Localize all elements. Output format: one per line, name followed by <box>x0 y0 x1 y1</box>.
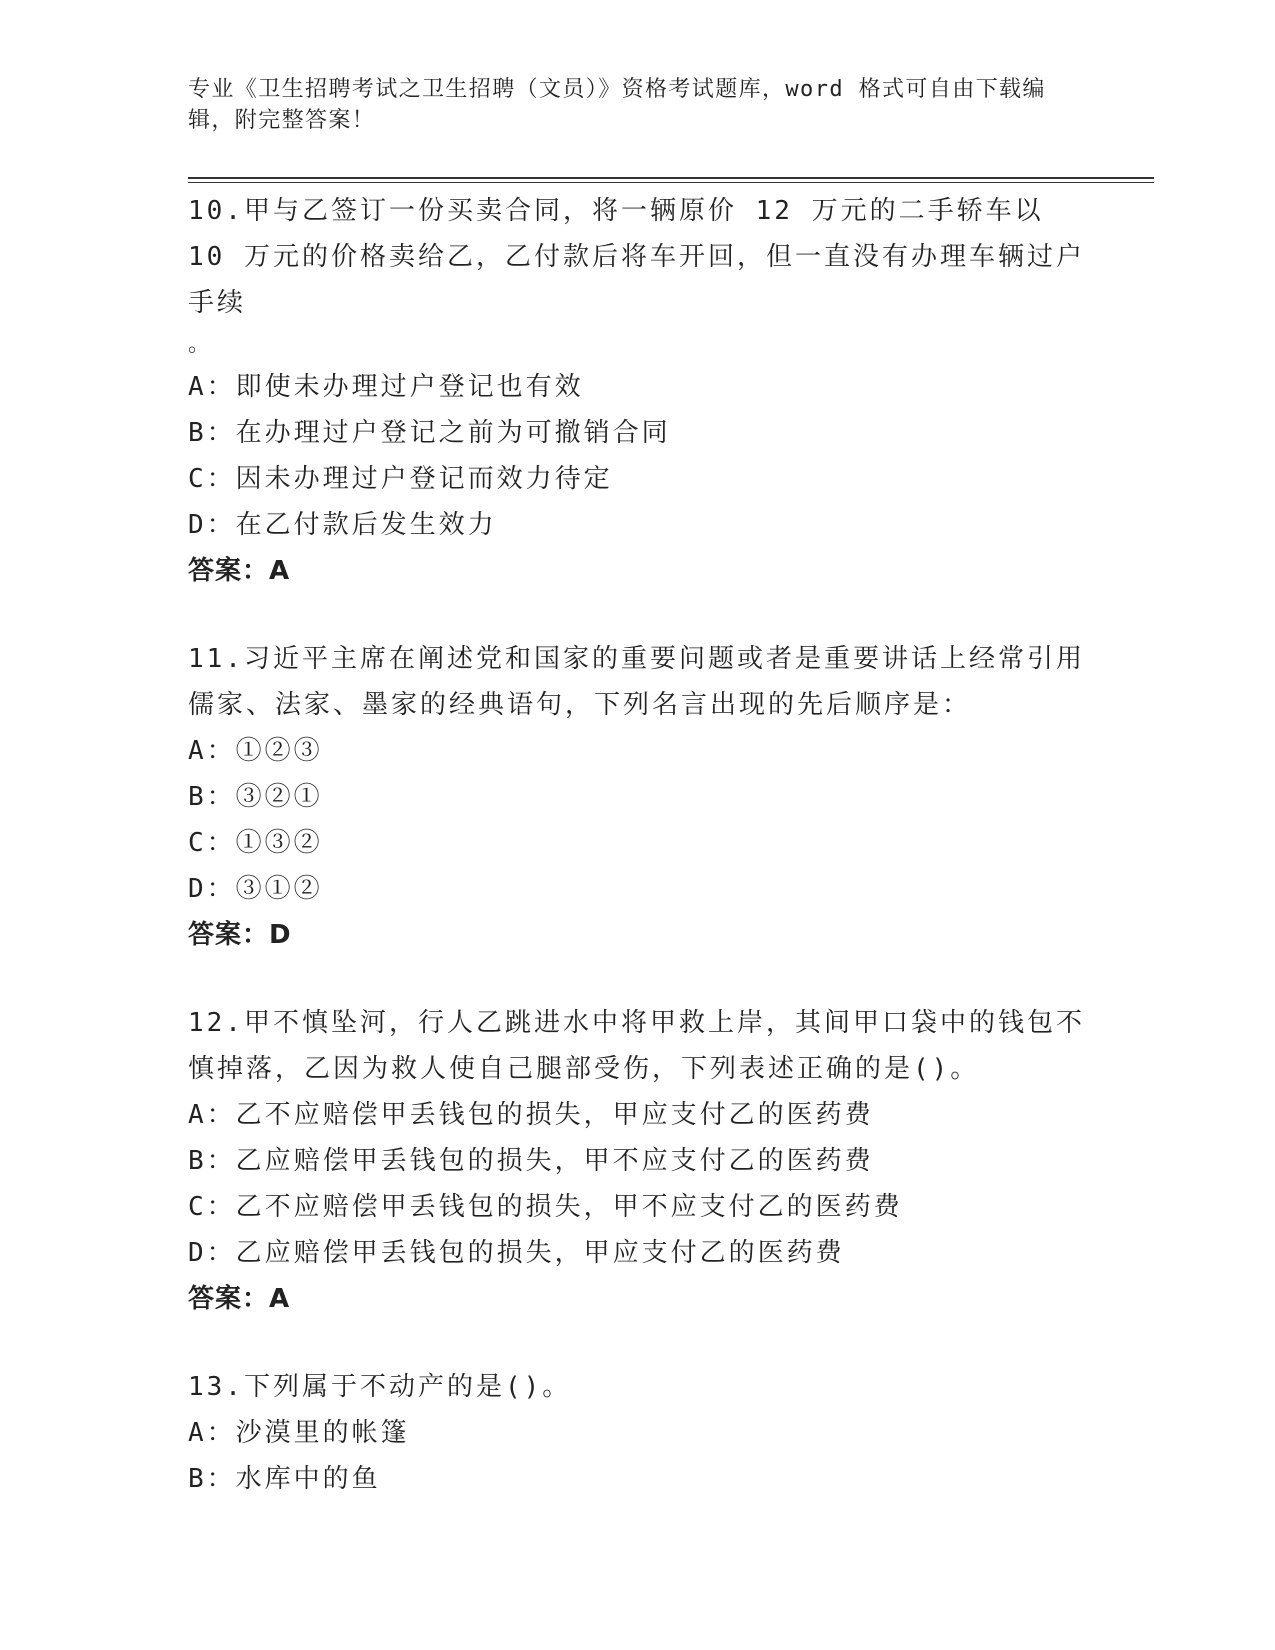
option-a: A：①②③ <box>188 736 323 766</box>
option-d: D：③①② <box>188 874 323 904</box>
question-stem <box>188 188 1088 364</box>
option-a: A：即使未办理过户登记也有效 <box>188 372 584 402</box>
question-11 <box>188 636 1088 958</box>
option-c: C：①③② <box>188 828 323 858</box>
answer-line: 答案：D <box>188 920 292 950</box>
question-list <box>188 188 1088 1544</box>
option-b: B：③②① <box>188 782 323 812</box>
answer-line: 答案：A <box>188 1284 291 1314</box>
option-b: B：在办理过户登记之前为可撤销合同 <box>188 418 671 448</box>
question-stem: 13.下列属于不动产的是()。 <box>188 1372 572 1402</box>
header-divider-thick <box>188 177 1154 179</box>
option-b: B：乙应赔偿甲丢钱包的损失，甲不应支付乙的医药费 <box>188 1146 874 1176</box>
option-a: A：沙漠里的帐篷 <box>188 1418 410 1448</box>
option-c: C：乙不应赔偿甲丢钱包的损失，甲不应支付乙的医药费 <box>188 1192 903 1222</box>
document-header: 专业《卫生招聘考试之卫生招聘（文员）》资格考试题库，word 格式可自由下载编辑，附完整答案！ <box>188 77 1046 133</box>
option-d: D：乙应赔偿甲丢钱包的损失，甲应支付乙的医药费 <box>188 1238 845 1268</box>
question-10 <box>188 188 1088 594</box>
question-stem-text: 10.甲与乙签订一份买卖合同，将一辆原价 12 万元的二手轿车以 10 万元的价格卖给乙，乙付款后将车开回，但一直没有办理车辆过户手续 <box>188 196 1085 318</box>
option-d: D：在乙付款后发生效力 <box>188 510 497 540</box>
option-c: C：因未办理过户登记而效力待定 <box>188 464 613 494</box>
question-13 <box>188 1364 1088 1502</box>
answer-line: 答案：A <box>188 556 291 586</box>
header-divider-thin <box>188 182 1154 183</box>
question-stem-tail: 。 <box>188 332 214 357</box>
option-b: B：水库中的鱼 <box>188 1464 381 1494</box>
question-12 <box>188 1000 1088 1322</box>
question-stem: 11.习近平主席在阐述党和国家的重要问题或者是重要讲话上经常引用儒家、法家、墨家的经典语句，下列名言出现的先后顺序是： <box>188 644 1085 720</box>
question-stem: 12.甲不慎坠河，行人乙跳进水中将甲救上岸，其间甲口袋中的钱包不慎掉落，乙因为救人使自己腿部受伤，下列表述正确的是()。 <box>188 1008 1085 1084</box>
option-a: A：乙不应赔偿甲丢钱包的损失，甲应支付乙的医药费 <box>188 1100 874 1130</box>
